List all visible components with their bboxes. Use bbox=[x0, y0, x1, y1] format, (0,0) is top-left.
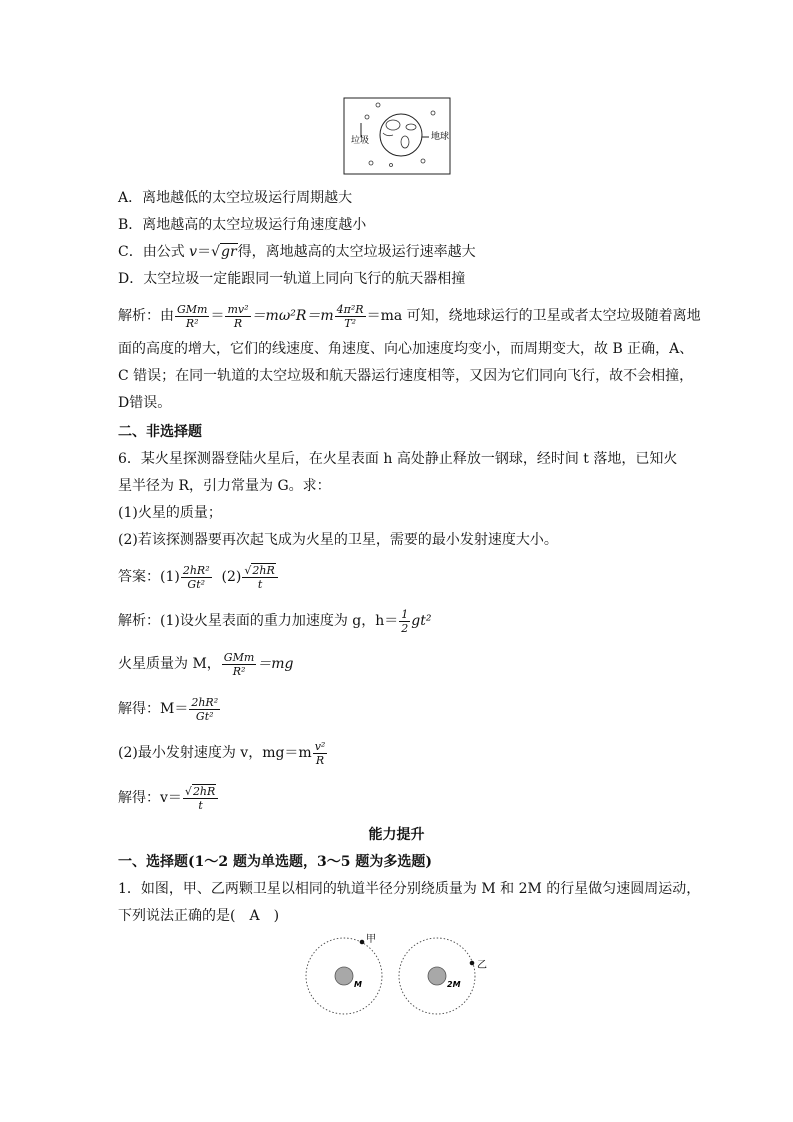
analysis1-frac1-den: R² bbox=[185, 316, 199, 330]
q6-sub1: (1)火星的质量； bbox=[118, 505, 222, 521]
analysis1-mid: ＝mω²R＝m bbox=[251, 308, 334, 324]
solution6-s3-prefix: 解得：M＝ bbox=[118, 701, 189, 717]
option-c-root: gr bbox=[221, 244, 237, 260]
analysis1-frac3-num: 4π²R bbox=[336, 302, 364, 316]
solution6-s5-prefix: 解得：v＝ bbox=[118, 790, 182, 806]
option-c-v: v bbox=[189, 244, 198, 260]
section1-title: 一、选择题(1～2 题为单选题，3～5 题为多选题) bbox=[118, 854, 432, 870]
analysis1-line2: 面的高度的增大，它们的线速度、角速度、向心加速度均变小，而周期变大，故 B 正确，A、 bbox=[118, 341, 694, 357]
solution6-step5 bbox=[118, 783, 219, 813]
solution6-s3-num: 2hR² bbox=[191, 695, 219, 709]
solution6-s5-den: t bbox=[198, 798, 203, 812]
solution6-s1-num: 1 bbox=[401, 607, 409, 621]
q6-sub2: (2)若该探测器要再次起飞成为火星的卫星，需要的最小发射速度大小。 bbox=[118, 532, 558, 548]
solution6-s4-den: R bbox=[315, 753, 325, 767]
q1-line1: 1．如图，甲、乙两颗卫星以相同的轨道半径分别绕质量为 M 和 2M 的行星做匀速圆周运动， bbox=[118, 881, 701, 897]
solution6-s2-den: R² bbox=[232, 664, 246, 678]
analysis1-frac2-num: mv² bbox=[227, 302, 249, 316]
solution6-s2-frac bbox=[222, 651, 256, 678]
space-debris-diagram bbox=[343, 97, 451, 175]
figure-space-debris bbox=[343, 97, 451, 175]
solution6-s4-frac bbox=[313, 740, 328, 767]
solution6-s1-den: 2 bbox=[401, 621, 409, 635]
solution6-s5-frac bbox=[183, 785, 218, 812]
solution6-step1 bbox=[118, 606, 431, 636]
solution6-step2 bbox=[118, 649, 294, 679]
answer6-frac2-num: √2hR bbox=[242, 564, 277, 578]
answer6-frac1 bbox=[181, 564, 212, 591]
label-yi: 乙 bbox=[477, 960, 487, 971]
satellite-yi bbox=[470, 961, 475, 966]
planet-2M bbox=[428, 967, 446, 985]
answer6-root: 2hR bbox=[252, 563, 275, 577]
answer6-frac1-num: 2hR² bbox=[182, 563, 210, 577]
satellite-jia bbox=[360, 940, 365, 945]
option-d: D．太空垃圾一定能跟同一轨道上同向飞行的航天器相撞 bbox=[118, 271, 466, 287]
solution6-s3-den: Gt² bbox=[195, 709, 214, 723]
option-c-eq: ＝ bbox=[197, 244, 212, 260]
solution6-s2-tail: ＝mg bbox=[257, 656, 294, 672]
section-ability-title: 能力提升 bbox=[368, 827, 425, 843]
label-debris-1: 垃圾 bbox=[351, 136, 370, 146]
analysis1-frac3 bbox=[335, 303, 366, 330]
solution6-s3-frac bbox=[189, 696, 220, 723]
analysis1-frac3-den: T² bbox=[344, 316, 356, 330]
answer6-mid: (2) bbox=[212, 569, 242, 585]
analysis1-frac1-num: GMm bbox=[177, 302, 208, 316]
analysis1-frac1 bbox=[175, 303, 209, 330]
solution6-s1-prefix: 解析：(1)设火星表面的重力加速度为 g，h＝ bbox=[118, 613, 399, 629]
solution6-step3 bbox=[118, 694, 221, 724]
solution6-s1-frac bbox=[399, 608, 410, 635]
solution6-s5-num: √2hR bbox=[183, 785, 218, 799]
solution6-s4-num: v² bbox=[314, 739, 326, 753]
answer6-prefix: 答案：(1) bbox=[118, 569, 180, 585]
q6-line2: 星半径为 R，引力常量为 G。求： bbox=[118, 478, 331, 494]
option-c-prefix: C．由公式 bbox=[118, 244, 190, 260]
solution6-s5-root: 2hR bbox=[192, 784, 216, 798]
answer6 bbox=[118, 562, 279, 592]
option-c bbox=[118, 242, 476, 262]
solution6-s4-prefix: (2)最小发射速度为 v，mg＝m bbox=[118, 745, 312, 761]
option-a: A．离地越低的太空垃圾运行周期越大 bbox=[118, 190, 353, 206]
answer6-frac1-den: Gt² bbox=[187, 577, 206, 591]
planet-M bbox=[335, 967, 353, 985]
analysis1-tail: ＝ma 可知，绕地球运行的卫星或者太空垃圾随着离地 bbox=[366, 308, 701, 324]
analysis1-eq: ＝ bbox=[210, 308, 225, 324]
solution6-step4 bbox=[118, 738, 328, 768]
q6-line1: 6．某火星探测器登陆火星后，在火星表面 h 高处静止释放一钢球，经时间 t 落地，已知火 bbox=[118, 451, 678, 467]
solution6-s2-prefix: 火星质量为 M， bbox=[118, 656, 221, 672]
option-b: B．离地越高的太空垃圾运行角速度越小 bbox=[118, 217, 367, 233]
label-M: M bbox=[354, 980, 362, 989]
analysis1-frac2 bbox=[225, 303, 250, 330]
analysis1-frac2-den: R bbox=[233, 316, 243, 330]
solution6-s2-num: GMm bbox=[223, 650, 255, 664]
figure-two-orbits bbox=[300, 930, 500, 1022]
label-jia: 甲 bbox=[366, 934, 376, 945]
answer6-frac2 bbox=[242, 564, 277, 591]
sqrt-sign: √ bbox=[211, 244, 221, 260]
analysis1-prefix: 解析：由 bbox=[118, 308, 174, 324]
answer6-frac2-den: t bbox=[257, 577, 263, 591]
option-c-post: 得，离地越高的太空垃圾运行速率越大 bbox=[237, 244, 476, 260]
label-earth-1: 地球 bbox=[431, 132, 450, 142]
analysis1-line1 bbox=[118, 302, 701, 330]
two-orbits-diagram bbox=[300, 930, 500, 1022]
section2-title: 二、非选择题 bbox=[118, 424, 202, 440]
analysis1-line4: D错误。 bbox=[118, 395, 172, 411]
q1-line2: 下列说法正确的是( A ) bbox=[118, 908, 280, 924]
analysis1-line3: C 错误；在同一轨道的太空垃圾和航天器运行速度相等，又因为它们同向飞行，故不会相撞， bbox=[118, 368, 694, 384]
solution6-s1-tail: gt² bbox=[411, 613, 432, 629]
label-2M: 2M bbox=[447, 980, 461, 989]
